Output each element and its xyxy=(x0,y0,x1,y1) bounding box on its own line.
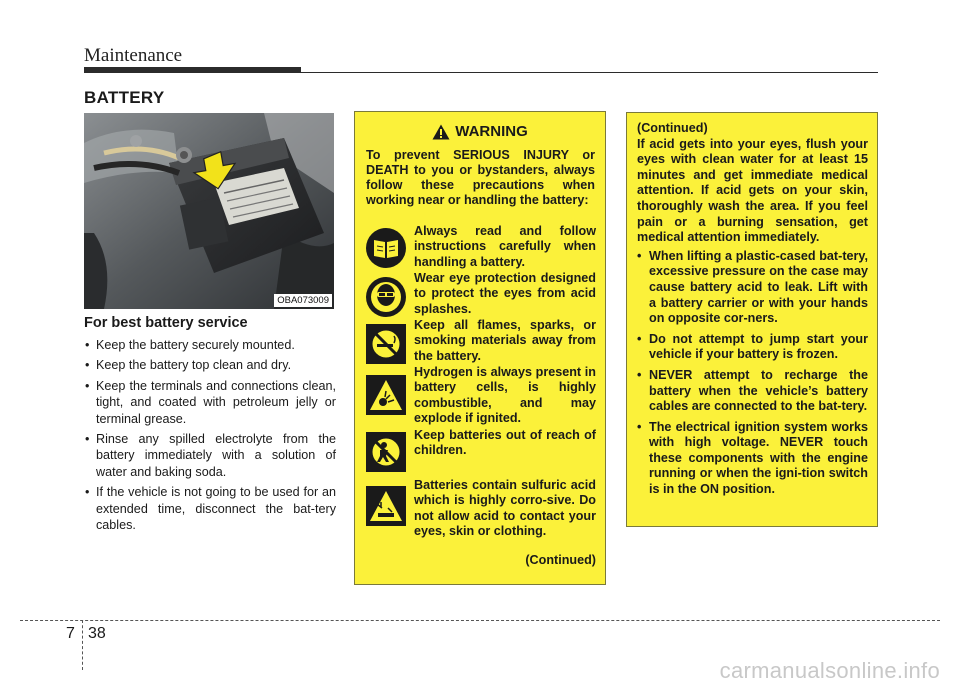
header-title: Maintenance xyxy=(84,45,183,66)
battery-illustration xyxy=(84,113,334,309)
warning-item-text: Wear eye protection designed to protect the eyes from acid splashes. xyxy=(414,271,596,316)
acid-first-aid-text: If acid gets into your eyes, flush your eyes with clean water for at least 15 minutes and get immediate medical attention. If acid gets on your skin, thoroughly wash the area. If you feel pain or a burning sensation, get medical attention immediately. xyxy=(637,136,868,245)
battery-service-tips xyxy=(84,315,336,537)
warning-title: WARNING xyxy=(455,123,528,140)
corrosive-acid-icon xyxy=(366,486,406,526)
warning-intro: To prevent SERIOUS INJURY or DEATH to you or bystanders, always follow these precautions when working near or handling the battery: xyxy=(366,148,595,207)
warning-item-text: Keep batteries out of reach of children. xyxy=(414,428,596,458)
continued-label: (Continued) xyxy=(637,121,708,135)
keep-away-children-icon xyxy=(366,432,406,472)
manual-book-icon xyxy=(366,228,406,268)
warning-item-text: Hydrogen is always present in battery cells, is highly combustible, and may explode if ignited. xyxy=(414,365,596,426)
warning-header xyxy=(355,123,605,140)
list-item: • Do not attempt to jump start your vehicle if your battery is frozen. xyxy=(637,332,868,363)
warning-triangle-icon xyxy=(432,124,450,140)
list-item: • If the vehicle is not going to be used for an extended time, disconnect the bat-tery cables. xyxy=(84,484,336,533)
continued-warning-box xyxy=(626,112,878,527)
footer-divider xyxy=(20,620,940,621)
photo-caption: OBA073009 xyxy=(274,294,332,307)
page-number-divider xyxy=(82,620,83,670)
list-item: • The electrical ignition system works with high voltage. NEVER touch these components with the engine running or when the igni-tion switch is in the ON position. xyxy=(637,420,868,498)
header-rule-thin xyxy=(84,72,878,73)
warning-item-text: Always read and follow instructions carefully when handling a battery. xyxy=(414,224,596,269)
tips-list xyxy=(84,337,336,533)
section-title: BATTERY xyxy=(84,88,165,107)
warning-box xyxy=(354,111,606,585)
battery-photo xyxy=(84,113,334,309)
chapter-number: 7 xyxy=(66,625,75,642)
no-flames-icon xyxy=(366,324,406,364)
eye-protection-icon xyxy=(366,277,406,317)
subheading: For best battery service xyxy=(84,315,248,331)
watermark: carmanualsonline.info xyxy=(719,658,940,683)
warning-item-text: Batteries contain sulfuric acid which is highly corro-sive. Do not allow acid to contact your eyes, skin or clothing. xyxy=(414,478,596,539)
warning-item-text: Keep all flames, sparks, or smoking materials away from the battery. xyxy=(414,318,596,363)
continued-label: (Continued) xyxy=(525,553,596,567)
list-item: • Rinse any spilled electrolyte from the battery immediately with a solution of water and baking soda. xyxy=(84,431,336,480)
list-item: • Keep the terminals and connections clean, tight, and coated with petroleum jelly or terminal grease. xyxy=(84,378,336,427)
list-item: • NEVER attempt to recharge the battery when the vehicle’s battery cables are connected to the bat-tery. xyxy=(637,368,868,415)
list-item: • Keep the battery top clean and dry. xyxy=(84,357,336,373)
warning-list xyxy=(637,249,868,498)
page-number: 38 xyxy=(88,625,106,642)
list-item: • When lifting a plastic-cased bat-tery, excessive pressure on the case may cause battery acid to leak. Lift with a battery carrier or with your hands on opposite cor-ners. xyxy=(637,249,868,327)
explosive-hazard-icon xyxy=(366,375,406,415)
list-item: • Keep the battery securely mounted. xyxy=(84,337,336,353)
